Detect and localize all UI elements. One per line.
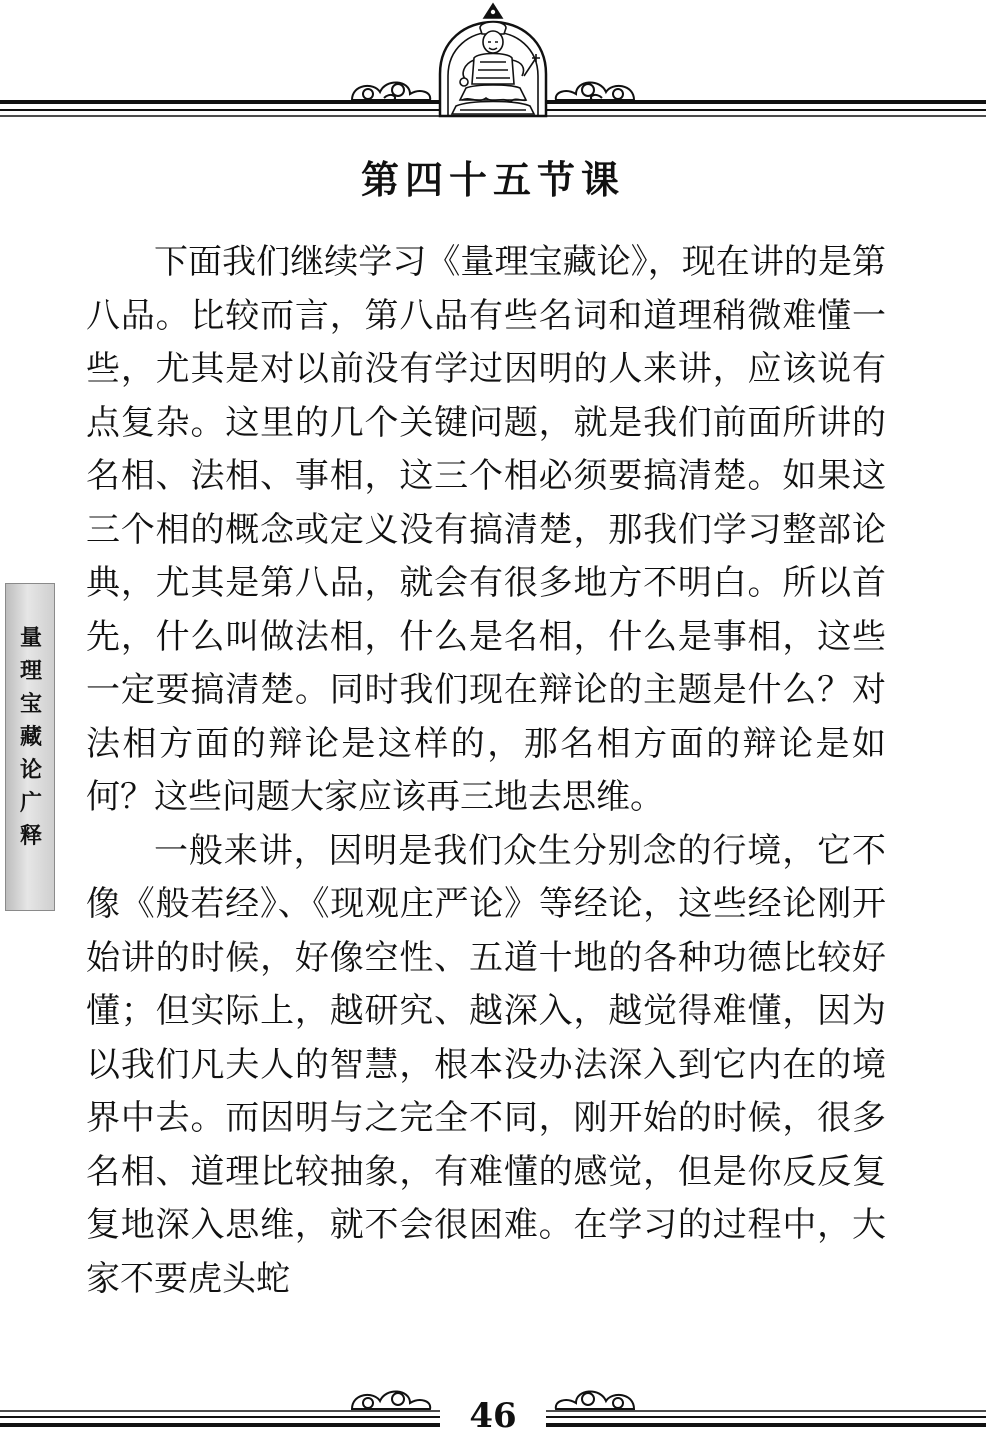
chapter-title: 第四十五节课 [360,158,625,202]
header-deity-ornament [0,0,986,125]
book-title-side-tab [5,583,55,911]
paragraph: 一般来讲，因明是我们众生分别念的行境，它不像《般若经》、《现观庄严论》等经论，这些经论刚开始讲的时候，好像空性、五道十地的各种功德比较好懂；但实际上，越研究、越深入，越觉得难懂，因为以我们凡夫人的智慧，根本没办法深入到它内在的境界中去。而因明与之完全不同，刚开始的时候，很多名相、道理比较抽象，有难懂的感觉，但是你反反复复地深入思维，就不会很困难。在学习的过程中，大家不要虎头蛇 [86,830,886,1299]
right-cloud-scroll-icon [556,82,634,100]
left-cloud-scroll-icon [352,82,430,100]
footer-left-cloud-icon [352,1391,430,1409]
paragraph: 下面我们继续学习《量理宝藏论》，现在讲的是第八品。比较而言，第八品有些名词和道理稍微难懂一些，尤其是对以前没有学过因明的人来讲，应该说有点复杂。这里的几个关键问题，就是我们前面所讲的名相、法相、事相，这三个相必须要搞清楚。如果这三个相的概念或定义没有搞清楚，那我们学习整部论典，尤其是第八品，就会有很多地方不明白。所以首先，什么叫做法相，什么是名相，什么是事相，这些一定要搞清楚。同时我们现在辩论的主题是什么？对法相方面的辩论是这样的，那名相方面的辩论是如何？这些问题大家应该再三地去思维。 [86,242,886,817]
page-number: 46 [443,1394,543,1438]
deity-figure-icon [440,4,546,116]
body-text [86,236,886,1306]
footer-right-cloud-icon [556,1391,634,1409]
book-title-label: 量理宝藏论广释 [19,626,42,849]
